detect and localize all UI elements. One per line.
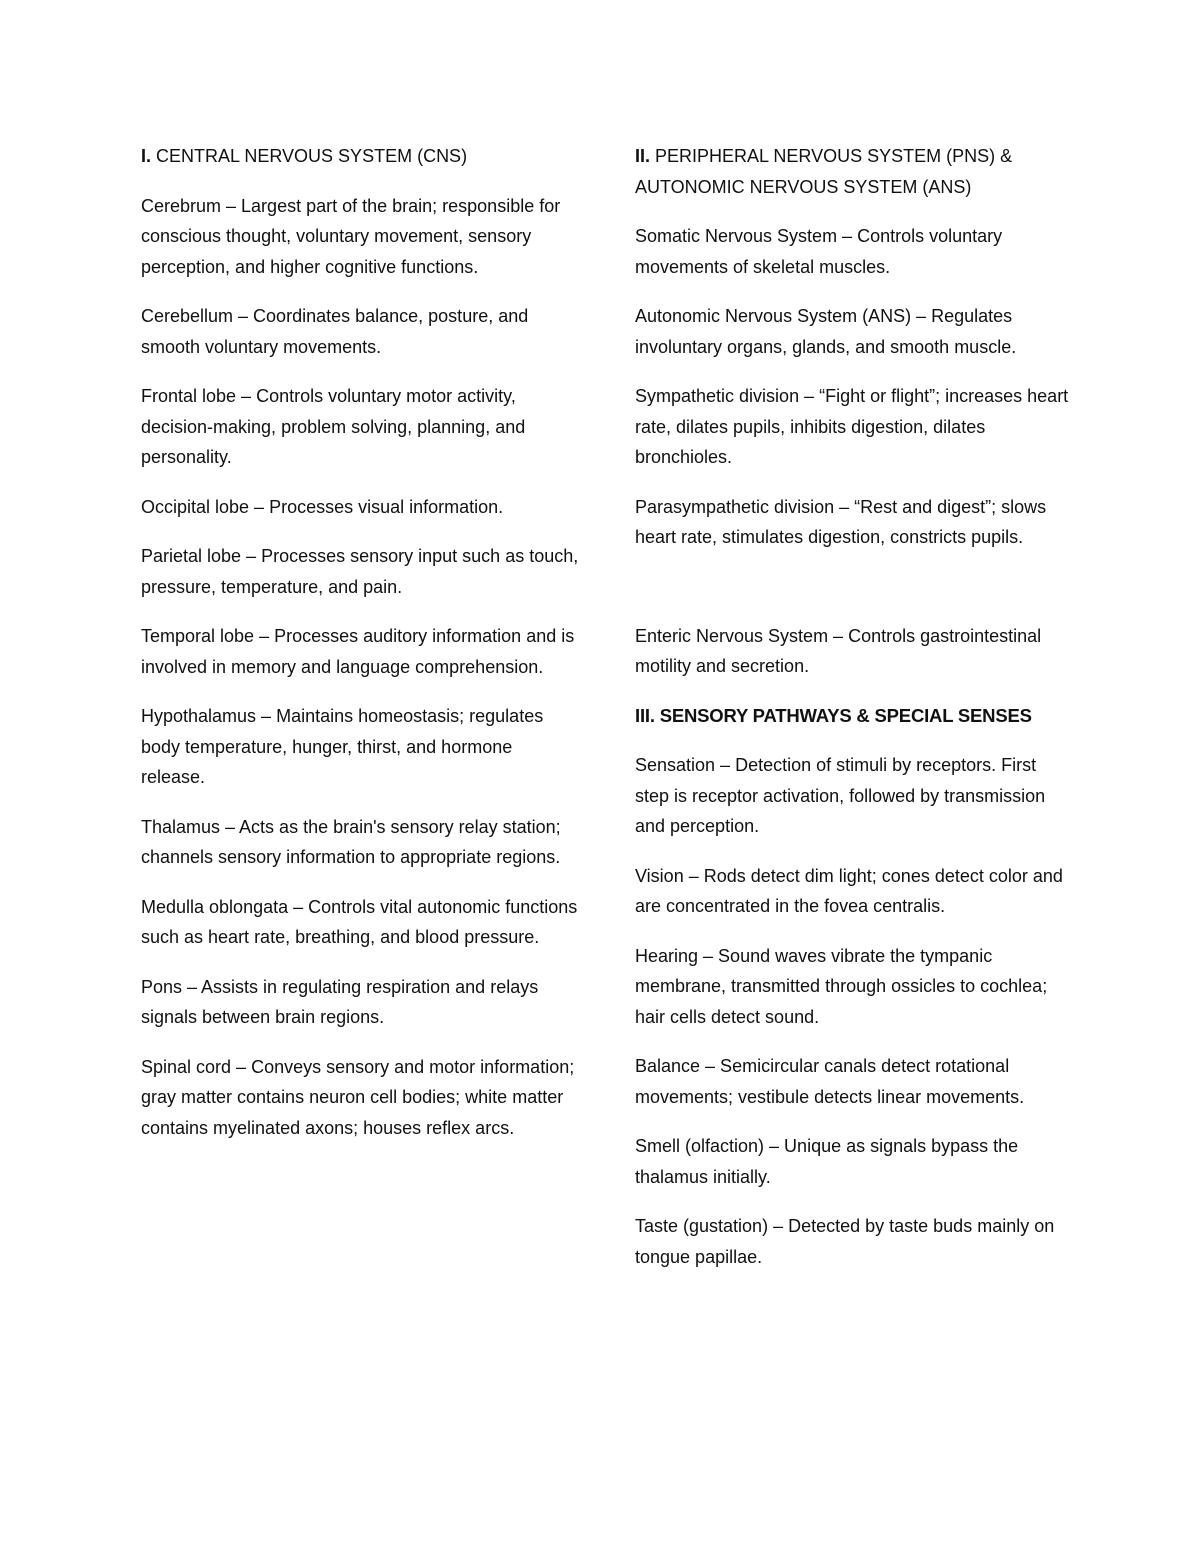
entry-frontal-lobe: Frontal lobe – Controls voluntary motor activity, decision-making, problem solving, planning, and personality. [141, 386, 526, 467]
section-heading-pns-ans [635, 141, 1075, 202]
entry-thalamus: Thalamus – Acts as the brain's sensory relay station; channels sensory information to appropriate regions. [141, 816, 561, 867]
entry-cerebellum: Cerebellum – Coordinates balance, posture, and smooth voluntary movements. [141, 306, 529, 357]
entry-cerebrum: Cerebrum – Largest part of the brain; responsible for conscious thought, voluntary movement, sensory perception, and higher cognitive functions. [141, 195, 561, 277]
section-number: I. [141, 146, 152, 166]
entry-vision: Vision – Rods detect dim light; cones detect color and are concentrated in the fovea centralis. [635, 865, 1063, 916]
entry-enteric-nervous-system: Enteric Nervous System – Controls gastrointestinal motility and secretion. [635, 625, 1042, 676]
entry-smell: Smell (olfaction) – Unique as signals bypass the thalamus initially. [635, 1136, 1019, 1187]
section-heading-sensory: III. SENSORY PATHWAYS & SPECIAL SENSES [635, 704, 1032, 726]
entry-parietal-lobe: Parietal lobe – Processes sensory input such as touch, pressure, temperature, and pain. [141, 546, 579, 597]
right-column [635, 141, 1075, 1291]
section-heading-cns [141, 141, 581, 172]
entry-hearing: Hearing – Sound waves vibrate the tympanic membrane, transmitted through ossicles to cochlea; hair cells detect sound. [635, 945, 1048, 1027]
blank-line [635, 572, 1075, 621]
entry-sympathetic-division: Sympathetic division – “Fight or flight”; increases heart rate, dilates pupils, inhibits digestion, dilates bronchioles. [635, 386, 1069, 467]
entry-autonomic-nervous-system: Autonomic Nervous System (ANS) – Regulates involuntary organs, glands, and smooth muscle. [635, 306, 1017, 357]
entry-occipital-lobe: Occipital lobe – Processes visual information. [141, 496, 504, 517]
entry-balance: Balance – Semicircular canals detect rotational movements; vestibule detects linear movements. [635, 1056, 1025, 1107]
entry-hypothalamus: Hypothalamus – Maintains homeostasis; regulates body temperature, hunger, thirst, and hormone release. [141, 706, 544, 787]
entry-parasympathetic-division: Parasympathetic division – “Rest and digest”; slows heart rate, stimulates digestion, constricts pupils. [635, 496, 1047, 547]
entry-sensation: Sensation – Detection of stimuli by receptors. First step is receptor activation, followed by transmission and perception. [635, 755, 1046, 836]
section-title: CENTRAL NERVOUS SYSTEM (CNS) [151, 146, 468, 166]
section-number: II. [635, 146, 651, 166]
section-title: PERIPHERAL NERVOUS SYSTEM (PNS) & AUTONOMIC NERVOUS SYSTEM (ANS) [635, 146, 1013, 197]
entry-medulla-oblongata: Medulla oblongata – Controls vital autonomic functions such as heart rate, breathing, and blood pressure. [141, 896, 578, 947]
entry-spinal-cord: Spinal cord – Conveys sensory and motor information; gray matter contains neuron cell bodies; white matter contains myelinated axons; houses reflex arcs. [141, 1056, 575, 1138]
entry-temporal-lobe: Temporal lobe – Processes auditory information and is involved in memory and language comprehension. [141, 626, 575, 677]
entry-pons: Pons – Assists in regulating respiration and relays signals between brain regions. [141, 976, 539, 1027]
left-column [141, 141, 581, 1162]
entry-taste: Taste (gustation) – Detected by taste buds mainly on tongue papillae. [635, 1216, 1055, 1267]
entry-somatic-nervous-system: Somatic Nervous System – Controls voluntary movements of skeletal muscles. [635, 226, 1003, 277]
